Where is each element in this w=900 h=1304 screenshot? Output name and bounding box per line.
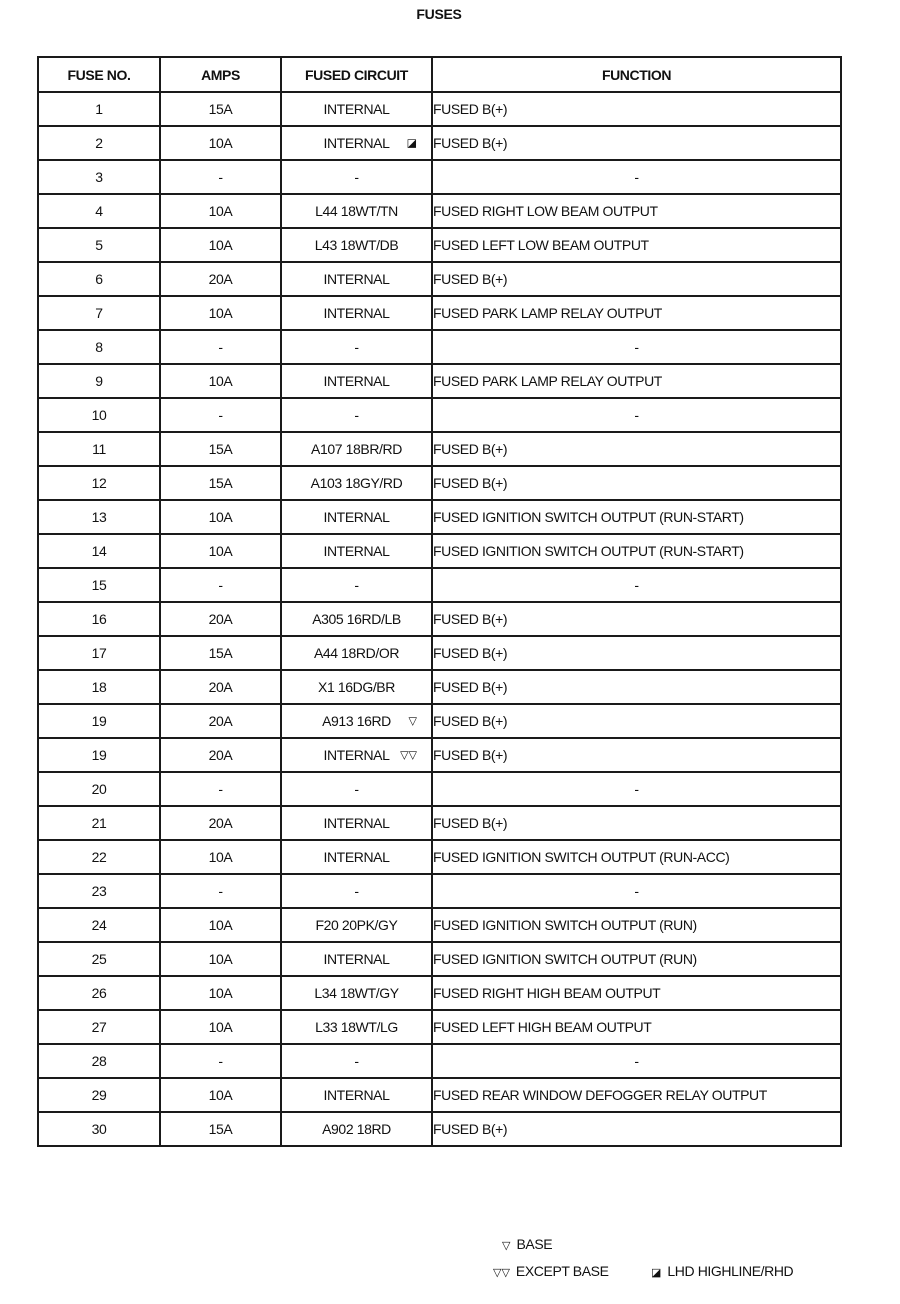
amps-cell: 20A [160,602,281,636]
function-cell: - [432,874,841,908]
amps-cell: - [160,330,281,364]
fused-circuit-text: A103 18GY/RD [310,475,403,491]
fuse-number-cell: 12 [38,466,160,500]
table-row [38,466,841,500]
table-row [38,1044,841,1078]
fused-circuit-cell [281,534,432,568]
function-cell: FUSED PARK LAMP RELAY OUTPUT [432,296,841,330]
table-row [38,330,841,364]
fuse-number-cell: 21 [38,806,160,840]
table-row [38,398,841,432]
table-row [38,568,841,602]
fuse-number-cell: 27 [38,1010,160,1044]
fused-circuit-cell [281,704,432,738]
variant-marker-icon: ▽▽ [400,749,417,762]
fused-circuit-text: INTERNAL [323,305,390,321]
fuse-number-cell: 7 [38,296,160,330]
fused-circuit-text: INTERNAL [323,815,390,831]
fused-circuit-text: INTERNAL [323,849,390,865]
fused-circuit-text: - [354,339,359,355]
amps-cell: 15A [160,432,281,466]
amps-cell: - [160,874,281,908]
table-row [38,1010,841,1044]
amps-cell: 20A [160,806,281,840]
table-row [38,364,841,398]
amps-cell: 10A [160,364,281,398]
fuse-number-cell: 25 [38,942,160,976]
function-cell: FUSED B(+) [432,738,841,772]
fused-circuit-cell [281,160,432,194]
fused-circuit-cell [281,738,432,772]
fused-circuit-cell [281,636,432,670]
fused-circuit-cell [281,364,432,398]
header-function: FUNCTION [432,57,841,92]
table-row [38,874,841,908]
function-cell: FUSED B(+) [432,602,841,636]
fused-circuit-cell [281,806,432,840]
fuse-number-cell: 2 [38,126,160,160]
amps-cell: - [160,160,281,194]
fuse-table [37,56,842,1147]
table-row [38,92,841,126]
amps-cell: 10A [160,500,281,534]
function-cell: FUSED B(+) [432,466,841,500]
fused-circuit-text: X1 16DG/BR [318,679,395,695]
fuse-number-cell: 22 [38,840,160,874]
fused-circuit-cell [281,1078,432,1112]
function-cell: FUSED IGNITION SWITCH OUTPUT (RUN) [432,942,841,976]
header-amps: AMPS [160,57,281,92]
fuse-number-cell: 18 [38,670,160,704]
fused-circuit-cell [281,976,432,1010]
double-triangle-icon: ▽▽ [493,1267,510,1279]
fused-circuit-cell [281,330,432,364]
fused-circuit-cell [281,942,432,976]
function-cell: FUSED B(+) [432,432,841,466]
header-fused-circuit: FUSED CIRCUIT [281,57,432,92]
table-header-row [38,57,841,92]
fused-circuit-text: INTERNAL [323,135,390,151]
amps-cell: 20A [160,262,281,296]
table-row [38,500,841,534]
table-row [38,670,841,704]
fused-circuit-text: - [354,883,359,899]
amps-cell: 10A [160,1010,281,1044]
fused-circuit-text: - [354,1053,359,1069]
function-cell: FUSED B(+) [432,636,841,670]
fused-circuit-cell [281,228,432,262]
function-cell: FUSED IGNITION SWITCH OUTPUT (RUN-START) [432,534,841,568]
fused-circuit-text: - [354,169,359,185]
amps-cell: 10A [160,126,281,160]
function-cell: - [432,330,841,364]
fuse-number-cell: 5 [38,228,160,262]
function-cell: FUSED B(+) [432,92,841,126]
table-row [38,534,841,568]
fused-circuit-cell [281,1112,432,1146]
amps-cell: 10A [160,908,281,942]
fused-circuit-text: L44 18WT/TN [315,203,398,219]
amps-cell: - [160,1044,281,1078]
fused-circuit-cell [281,1010,432,1044]
fused-circuit-text: A44 18RD/OR [313,645,400,661]
fuse-number-cell: 10 [38,398,160,432]
triangle-icon: ▽ [502,1240,511,1252]
fused-circuit-text: INTERNAL [323,1087,390,1103]
fuse-number-cell: 24 [38,908,160,942]
fused-circuit-cell [281,262,432,296]
table-row [38,1078,841,1112]
fused-circuit-text: A902 18RD [322,1121,391,1137]
function-cell: FUSED LEFT HIGH BEAM OUTPUT [432,1010,841,1044]
amps-cell: 10A [160,1078,281,1112]
function-cell: FUSED LEFT LOW BEAM OUTPUT [432,228,841,262]
table-row [38,840,841,874]
fuse-number-cell: 13 [38,500,160,534]
table-row [38,160,841,194]
amps-cell: 20A [160,704,281,738]
fused-circuit-cell [281,602,432,636]
fused-circuit-text: INTERNAL [323,509,390,525]
function-cell: FUSED B(+) [432,126,841,160]
amps-cell: 15A [160,92,281,126]
amps-cell: 10A [160,194,281,228]
fuse-number-cell: 26 [38,976,160,1010]
amps-cell: 20A [160,738,281,772]
fused-circuit-text: INTERNAL [323,747,390,763]
table-row [38,908,841,942]
fused-circuit-text: INTERNAL [323,271,390,287]
table-row [38,228,841,262]
amps-cell: 10A [160,942,281,976]
amps-cell: - [160,568,281,602]
fused-circuit-cell [281,432,432,466]
fused-circuit-cell [281,92,432,126]
half-square-icon: ◪ [651,1267,662,1279]
fuse-number-cell: 19 [38,738,160,772]
fuse-number-cell: 30 [38,1112,160,1146]
fused-circuit-text: - [354,781,359,797]
fused-circuit-text: A305 16RD/LB [312,611,401,627]
fused-circuit-cell [281,296,432,330]
function-cell: FUSED IGNITION SWITCH OUTPUT (RUN-START) [432,500,841,534]
fused-circuit-cell [281,398,432,432]
table-row [38,806,841,840]
legend-lhd [651,1263,793,1279]
amps-cell: 15A [160,1112,281,1146]
fuse-number-cell: 28 [38,1044,160,1078]
fused-circuit-text: L33 18WT/LG [315,1019,398,1035]
fuse-rows [38,92,841,1146]
header-fuse-no: FUSE NO. [38,57,160,92]
function-cell: - [432,160,841,194]
fused-circuit-cell [281,126,432,160]
fused-circuit-text: A107 18BR/RD [311,441,402,457]
function-cell: FUSED RIGHT LOW BEAM OUTPUT [432,194,841,228]
fuse-number-cell: 23 [38,874,160,908]
table-row [38,976,841,1010]
function-cell: - [432,398,841,432]
function-cell: FUSED IGNITION SWITCH OUTPUT (RUN-ACC) [432,840,841,874]
table-row [38,194,841,228]
fuse-number-cell: 14 [38,534,160,568]
fused-circuit-text: - [354,577,359,593]
fused-circuit-cell [281,466,432,500]
fuse-number-cell: 6 [38,262,160,296]
fused-circuit-text: INTERNAL [323,101,390,117]
legend-base-label: BASE [516,1236,553,1252]
fused-circuit-cell [281,194,432,228]
fused-circuit-cell [281,568,432,602]
function-cell: FUSED B(+) [432,670,841,704]
fuse-number-cell: 8 [38,330,160,364]
table-row [38,432,841,466]
fuse-number-cell: 15 [38,568,160,602]
page-title: FUSES [416,6,462,22]
fuse-number-cell: 20 [38,772,160,806]
amps-cell: 10A [160,296,281,330]
legend-lhd-label: LHD HIGHLINE/RHD [667,1263,794,1279]
fuse-number-cell: 16 [38,602,160,636]
fused-circuit-cell [281,874,432,908]
legend-except-base [493,1263,609,1279]
fused-circuit-text: INTERNAL [323,543,390,559]
amps-cell: 10A [160,228,281,262]
function-cell: FUSED B(+) [432,1112,841,1146]
fused-circuit-cell [281,772,432,806]
fused-circuit-text: L34 18WT/GY [314,985,399,1001]
table-row [38,602,841,636]
function-cell: - [432,772,841,806]
table-row [38,636,841,670]
legend-except-base-label: EXCEPT BASE [515,1263,609,1279]
fuse-number-cell: 29 [38,1078,160,1112]
amps-cell: 10A [160,840,281,874]
amps-cell: - [160,398,281,432]
variant-marker-icon: ◪ [406,137,417,150]
fused-circuit-text: F20 20PK/GY [315,917,398,933]
variant-marker-icon: ▽ [408,715,417,728]
fuse-number-cell: 3 [38,160,160,194]
function-cell: FUSED RIGHT HIGH BEAM OUTPUT [432,976,841,1010]
fuse-number-cell: 17 [38,636,160,670]
function-cell: FUSED REAR WINDOW DEFOGGER RELAY OUTPUT [432,1078,841,1112]
function-cell: FUSED B(+) [432,704,841,738]
fused-circuit-text: INTERNAL [323,373,390,389]
fused-circuit-cell [281,1044,432,1078]
function-cell: - [432,1044,841,1078]
table-row [38,1112,841,1146]
amps-cell: 10A [160,534,281,568]
legend-base [502,1236,552,1252]
fuse-number-cell: 1 [38,92,160,126]
fuse-number-cell: 9 [38,364,160,398]
function-cell: FUSED PARK LAMP RELAY OUTPUT [432,364,841,398]
table-row [38,772,841,806]
fused-circuit-text: INTERNAL [323,951,390,967]
fused-circuit-cell [281,840,432,874]
function-cell: - [432,568,841,602]
function-cell: FUSED IGNITION SWITCH OUTPUT (RUN) [432,908,841,942]
function-cell: FUSED B(+) [432,262,841,296]
amps-cell: - [160,772,281,806]
table-row [38,704,841,738]
table-row [38,942,841,976]
fused-circuit-text: L43 18WT/DB [314,237,399,253]
fuse-number-cell: 11 [38,432,160,466]
table-row [38,296,841,330]
amps-cell: 20A [160,670,281,704]
fused-circuit-cell [281,500,432,534]
fused-circuit-text: - [354,407,359,423]
amps-cell: 15A [160,636,281,670]
fused-circuit-cell [281,670,432,704]
amps-cell: 15A [160,466,281,500]
fused-circuit-cell [281,908,432,942]
fuse-number-cell: 4 [38,194,160,228]
fused-circuit-text: A913 16RD [322,713,391,729]
function-cell: FUSED B(+) [432,806,841,840]
fuse-number-cell: 19 [38,704,160,738]
table-row [38,126,841,160]
amps-cell: 10A [160,976,281,1010]
table-row [38,262,841,296]
table-row [38,738,841,772]
